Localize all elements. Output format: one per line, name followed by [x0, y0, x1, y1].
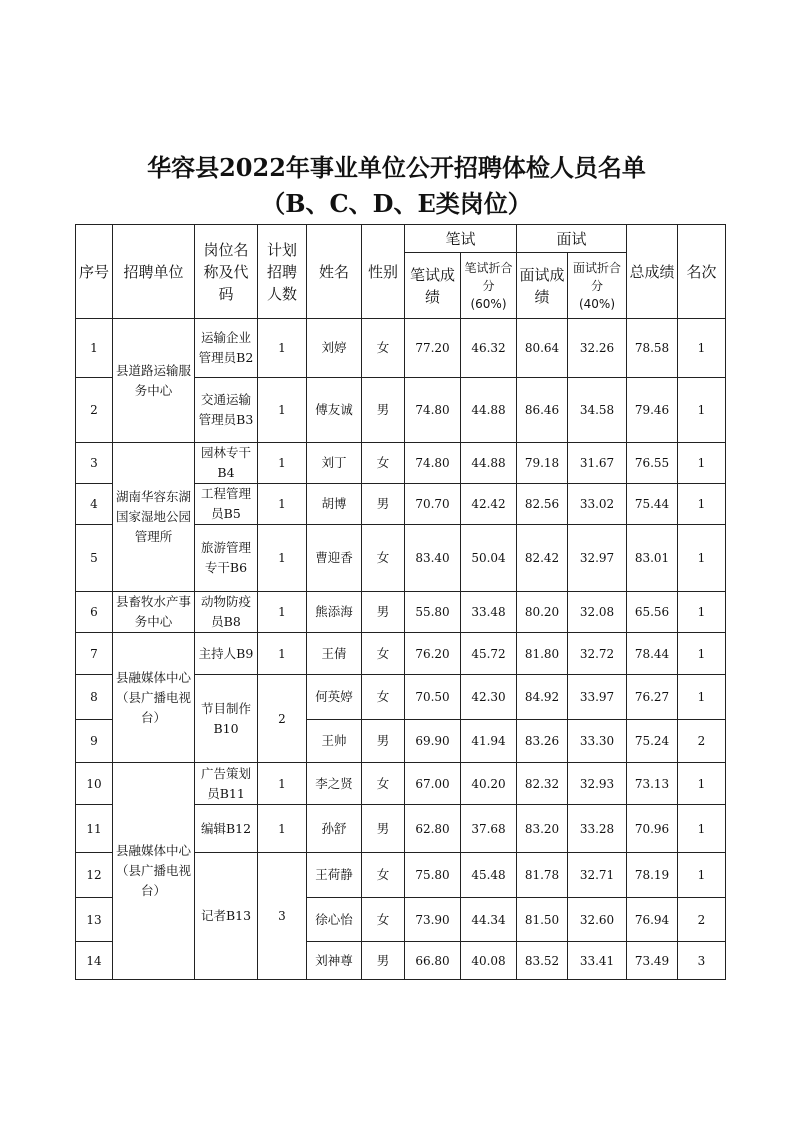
cell-is: 86.46 [517, 378, 568, 443]
cell-seq: 4 [76, 484, 113, 525]
cell-ws: 70.50 [405, 675, 461, 720]
table-row [76, 319, 726, 378]
cell-total: 78.58 [627, 319, 678, 378]
cell-gender: 男 [362, 942, 405, 980]
cell-total: 75.44 [627, 484, 678, 525]
cell-plan: 1 [258, 484, 307, 525]
cell-gender: 女 [362, 763, 405, 805]
cell-total: 76.55 [627, 443, 678, 484]
cell-is: 80.20 [517, 592, 568, 633]
table-row [76, 763, 726, 805]
cell-name: 傅友诚 [307, 378, 362, 443]
header-written-score: 笔试成绩 [405, 253, 461, 319]
header-gender: 性别 [362, 225, 405, 319]
cell-ww: 44.88 [461, 443, 517, 484]
cell-is: 82.56 [517, 484, 568, 525]
cell-is: 81.78 [517, 853, 568, 898]
cell-name: 刘婷 [307, 319, 362, 378]
cell-plan: 1 [258, 319, 307, 378]
cell-gender: 女 [362, 443, 405, 484]
cell-post: 记者B13 [195, 853, 258, 980]
cell-name: 李之贤 [307, 763, 362, 805]
cell-iw: 33.30 [568, 720, 627, 763]
cell-seq: 2 [76, 378, 113, 443]
cell-is: 83.26 [517, 720, 568, 763]
cell-name: 王荷静 [307, 853, 362, 898]
cell-ws: 70.70 [405, 484, 461, 525]
cell-ws: 69.90 [405, 720, 461, 763]
document-subtitle: （B、C、D、E类岗位） [261, 189, 532, 218]
table-header [76, 225, 726, 319]
cell-is: 81.80 [517, 633, 568, 675]
cell-gender: 女 [362, 853, 405, 898]
header-unit: 招聘单位 [113, 225, 195, 319]
cell-name: 王帅 [307, 720, 362, 763]
cell-total: 78.19 [627, 853, 678, 898]
cell-ww: 46.32 [461, 319, 517, 378]
cell-name: 王倩 [307, 633, 362, 675]
cell-post: 广告策划员B11 [195, 763, 258, 805]
header-interview-score: 面试成绩 [517, 253, 568, 319]
cell-ww: 42.42 [461, 484, 517, 525]
cell-total: 65.56 [627, 592, 678, 633]
header-written: 笔试 [405, 225, 517, 253]
cell-total: 73.49 [627, 942, 678, 980]
cell-ww: 45.72 [461, 633, 517, 675]
header-interview-weighted: 面试折合分 (40%) [568, 253, 627, 319]
cell-rank: 1 [678, 378, 726, 443]
cell-gender: 女 [362, 319, 405, 378]
header-rank: 名次 [678, 225, 726, 319]
cell-plan: 1 [258, 443, 307, 484]
cell-total: 78.44 [627, 633, 678, 675]
cell-total: 73.13 [627, 763, 678, 805]
cell-is: 79.18 [517, 443, 568, 484]
cell-total: 79.46 [627, 378, 678, 443]
cell-post: 动物防疫员B8 [195, 592, 258, 633]
cell-post: 运输企业管理员B2 [195, 319, 258, 378]
cell-unit: 湖南华容东湖国家湿地公园管理所 [113, 443, 195, 592]
cell-ww: 40.08 [461, 942, 517, 980]
cell-unit: 县道路运输服务中心 [113, 319, 195, 443]
cell-gender: 女 [362, 633, 405, 675]
cell-ws: 75.80 [405, 853, 461, 898]
document-title: 华容县2022年事业单位公开招聘体检人员名单 [147, 153, 646, 182]
cell-seq: 13 [76, 898, 113, 942]
table-row [76, 633, 726, 675]
cell-name: 熊添海 [307, 592, 362, 633]
cell-iw: 31.67 [568, 443, 627, 484]
cell-seq: 10 [76, 763, 113, 805]
cell-iw: 32.08 [568, 592, 627, 633]
cell-ws: 66.80 [405, 942, 461, 980]
cell-gender: 男 [362, 720, 405, 763]
cell-rank: 1 [678, 525, 726, 592]
cell-is: 81.50 [517, 898, 568, 942]
header-post: 岗位名称及代码 [195, 225, 258, 319]
cell-iw: 34.58 [568, 378, 627, 443]
cell-rank: 1 [678, 592, 726, 633]
cell-rank: 1 [678, 484, 726, 525]
cell-iw: 32.26 [568, 319, 627, 378]
cell-plan: 1 [258, 805, 307, 853]
cell-unit: 县融媒体中心（县广播电视台） [113, 763, 195, 980]
cell-post: 节目制作B10 [195, 675, 258, 763]
cell-plan: 1 [258, 592, 307, 633]
cell-iw: 32.97 [568, 525, 627, 592]
cell-ws: 76.20 [405, 633, 461, 675]
header-total: 总成绩 [627, 225, 678, 319]
cell-post: 主持人B9 [195, 633, 258, 675]
cell-gender: 男 [362, 378, 405, 443]
cell-rank: 1 [678, 805, 726, 853]
cell-rank: 1 [678, 763, 726, 805]
cell-rank: 3 [678, 942, 726, 980]
table-row [76, 592, 726, 633]
cell-ws: 77.20 [405, 319, 461, 378]
cell-plan: 1 [258, 763, 307, 805]
cell-is: 83.52 [517, 942, 568, 980]
cell-iw: 32.72 [568, 633, 627, 675]
header-plan: 计划招聘人数 [258, 225, 307, 319]
cell-ww: 50.04 [461, 525, 517, 592]
cell-iw: 32.60 [568, 898, 627, 942]
cell-iw: 32.71 [568, 853, 627, 898]
cell-total: 83.01 [627, 525, 678, 592]
cell-gender: 男 [362, 805, 405, 853]
cell-ws: 74.80 [405, 378, 461, 443]
cell-is: 83.20 [517, 805, 568, 853]
cell-iw: 32.93 [568, 763, 627, 805]
cell-plan: 1 [258, 633, 307, 675]
cell-name: 孙舒 [307, 805, 362, 853]
cell-ww: 33.48 [461, 592, 517, 633]
cell-seq: 3 [76, 443, 113, 484]
cell-name: 刘丁 [307, 443, 362, 484]
cell-rank: 1 [678, 443, 726, 484]
cell-iw: 33.28 [568, 805, 627, 853]
cell-seq: 8 [76, 675, 113, 720]
cell-name: 何英婷 [307, 675, 362, 720]
cell-name: 徐心怡 [307, 898, 362, 942]
cell-rank: 1 [678, 319, 726, 378]
cell-iw: 33.41 [568, 942, 627, 980]
cell-iw: 33.02 [568, 484, 627, 525]
header-interview: 面试 [517, 225, 627, 253]
cell-ww: 45.48 [461, 853, 517, 898]
cell-name: 刘神尊 [307, 942, 362, 980]
cell-unit: 县融媒体中心（县广播电视台） [113, 633, 195, 763]
cell-total: 76.27 [627, 675, 678, 720]
cell-gender: 男 [362, 484, 405, 525]
cell-seq: 11 [76, 805, 113, 853]
cell-name: 曹迎香 [307, 525, 362, 592]
cell-post: 工程管理员B5 [195, 484, 258, 525]
cell-ww: 37.68 [461, 805, 517, 853]
cell-rank: 2 [678, 720, 726, 763]
cell-ws: 62.80 [405, 805, 461, 853]
cell-plan: 3 [258, 853, 307, 980]
cell-plan: 1 [258, 525, 307, 592]
candidate-table [75, 224, 726, 980]
cell-iw: 33.97 [568, 675, 627, 720]
cell-is: 82.42 [517, 525, 568, 592]
cell-seq: 7 [76, 633, 113, 675]
cell-ws: 55.80 [405, 592, 461, 633]
table-body [76, 319, 726, 980]
cell-ww: 42.30 [461, 675, 517, 720]
cell-gender: 女 [362, 898, 405, 942]
cell-post: 园林专干B4 [195, 443, 258, 484]
header-written-weighted: 笔试折合分 (60%) [461, 253, 517, 319]
cell-plan: 1 [258, 378, 307, 443]
cell-ws: 83.40 [405, 525, 461, 592]
cell-gender: 女 [362, 525, 405, 592]
cell-ww: 44.88 [461, 378, 517, 443]
cell-gender: 男 [362, 592, 405, 633]
cell-name: 胡博 [307, 484, 362, 525]
cell-rank: 2 [678, 898, 726, 942]
cell-plan: 2 [258, 675, 307, 763]
cell-ws: 74.80 [405, 443, 461, 484]
cell-gender: 女 [362, 675, 405, 720]
cell-post: 旅游管理专干B6 [195, 525, 258, 592]
cell-seq: 1 [76, 319, 113, 378]
cell-ww: 41.94 [461, 720, 517, 763]
cell-seq: 12 [76, 853, 113, 898]
table-row [76, 443, 726, 484]
cell-rank: 1 [678, 633, 726, 675]
cell-ww: 44.34 [461, 898, 517, 942]
cell-post: 编辑B12 [195, 805, 258, 853]
cell-unit: 县畜牧水产事务中心 [113, 592, 195, 633]
header-seq: 序号 [76, 225, 113, 319]
cell-total: 76.94 [627, 898, 678, 942]
cell-is: 82.32 [517, 763, 568, 805]
cell-rank: 1 [678, 675, 726, 720]
cell-is: 80.64 [517, 319, 568, 378]
cell-ws: 67.00 [405, 763, 461, 805]
cell-total: 70.96 [627, 805, 678, 853]
cell-ww: 40.20 [461, 763, 517, 805]
cell-seq: 5 [76, 525, 113, 592]
cell-seq: 14 [76, 942, 113, 980]
cell-rank: 1 [678, 853, 726, 898]
cell-total: 75.24 [627, 720, 678, 763]
cell-is: 84.92 [517, 675, 568, 720]
header-name: 姓名 [307, 225, 362, 319]
cell-ws: 73.90 [405, 898, 461, 942]
cell-seq: 6 [76, 592, 113, 633]
cell-post: 交通运输管理员B3 [195, 378, 258, 443]
cell-seq: 9 [76, 720, 113, 763]
